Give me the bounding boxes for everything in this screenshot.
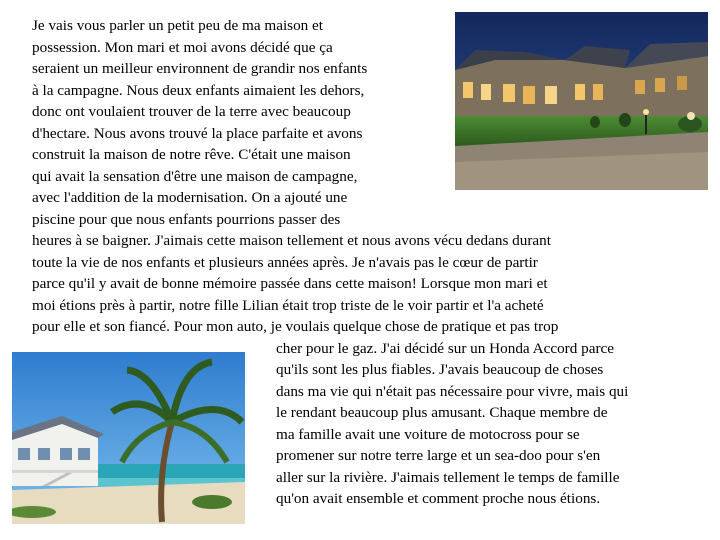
text-line: cher pour le gaz. J'ai décidé sur un Honda Accord parce	[276, 340, 614, 357]
text-line: pour elle et son fiancé. Pour mon auto, je voulais quelque chose de pratique et pas trop	[32, 318, 559, 335]
text-line: qu'on avait ensemble et comment proche nous étions.	[276, 490, 601, 507]
text-line: à la campagne. Nous deux enfants aimaient les dehors,	[32, 82, 365, 99]
text-line: possession. Mon mari et moi avons décidé que ça	[32, 39, 333, 56]
text-line: construit la maison de notre rêve. C'était une maison	[32, 146, 351, 163]
text-line: toute la vie de nos enfants et plusieurs années après. Je n'avais pas le cœur de partir	[32, 254, 538, 271]
text-line: heures à se baigner. J'aimais cette maison tellement et nous avons vécu dedans durant	[32, 232, 551, 249]
text-line: piscine pour que nous enfants pourrions passer des	[32, 211, 341, 228]
text-line: Je vais vous parler un petit peu de ma maison et	[32, 17, 324, 34]
text-line: avec l'addition de la modernisation. On a ajouté une	[32, 189, 348, 206]
text-line: dans ma vie qui n'était pas nécessaire pour vivre, mais qui	[276, 383, 629, 400]
text-line: le rendant beaucoup plus amusant. Chaque membre de	[276, 404, 608, 421]
text-line: seraient un meilleur environnent de grandir nos enfants	[32, 60, 368, 77]
beach-house-photo	[12, 352, 245, 524]
text-line: donc ont voulaient trouver de la terre avec beaucoup	[32, 103, 351, 120]
text-line: moi étions près à partir, notre fille Lilian était trop triste de le voir partir et l'a acheté	[32, 297, 544, 314]
country-house-photo	[455, 12, 708, 190]
text-line: qu'ils sont les plus fiables. J'avais beaucoup de choses	[276, 361, 604, 378]
text-line: ma famille avait une voiture de motocross pour se	[276, 426, 580, 443]
text-line: parce qu'il y avait de bonne mémoire passée dans cette maison! Lorsque mon mari et	[32, 275, 548, 292]
text-line: promener sur notre terre large et un sea-doo pour s'en	[276, 447, 601, 464]
text-line: d'hectare. Nous avons trouvé la place parfaite et avons	[32, 125, 363, 142]
text-line: qui avait la sensation d'être une maison de campagne,	[32, 168, 358, 185]
text-line: aller sur la rivière. J'aimais tellement le temps de famille	[276, 469, 620, 486]
